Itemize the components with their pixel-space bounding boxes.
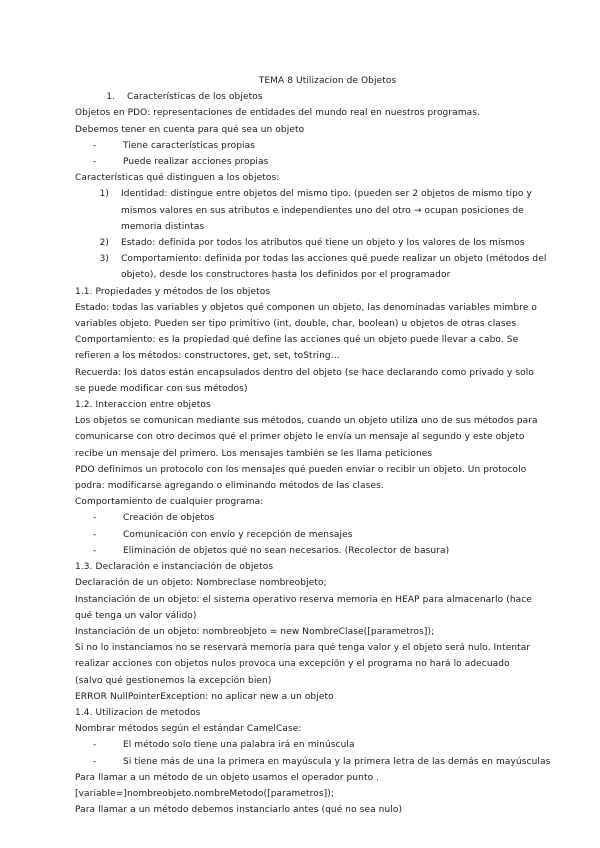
bullet-text: El método solo tiene una palabra irá en minúscula — [123, 740, 355, 751]
page-title: TEMA 8 Utilizacion de Objetos — [258, 76, 397, 86]
bullet-item — [75, 138, 540, 154]
paragraph-line: Comportamiento: es la propiedad qué define las acciones qué un objeto puede llevar a cabo. Se — [75, 335, 519, 346]
paragraph: Debemos tener en cuenta para qué sea un objeto — [75, 124, 305, 135]
item-continuation: objeto), desde los constructores hasta los definidos por el programador — [121, 270, 451, 281]
section-heading-1-1: 1.1. Propiedades y métodos de los objetos — [75, 286, 271, 297]
paragraph-line: Estado: todas las variables y objetos qué componen un objeto, las denominadas variables mimbre o — [75, 302, 538, 313]
section-heading-1-3: 1.3. Declaración e instanciación de objetos — [75, 562, 274, 573]
numbered-item — [75, 251, 547, 267]
bullet-mark: - — [93, 545, 97, 556]
section-text: Características de los objetos — [127, 92, 263, 103]
bullet-item — [75, 754, 551, 770]
item-text: Comportamiento: definida por todas las acciones qué puede realizar un objeto (métodos del — [121, 254, 547, 265]
item-number: 2) — [99, 238, 109, 249]
item-text: Identidad: distingue entre objetos del mismo tipo. (pueden ser 2 objetos de mismo tipo y — [121, 189, 532, 200]
bullet-mark: - — [93, 756, 97, 767]
paragraph-line: Comportamiento de cualquier programa: — [75, 497, 264, 508]
paragraph: Nombrar métodos según el estándar CamelCase: — [75, 724, 302, 735]
bullet-item — [75, 154, 540, 170]
paragraph-line: comunicarse con otro decimos qué el primer objeto le envía un mensaje al segundo y este objeto — [75, 432, 525, 443]
bullet-mark: - — [93, 157, 97, 168]
paragraph-line: Para llamar a un método debemos instanciarlo antes (qué no sea nulo) — [75, 805, 403, 816]
bullet-text: Comunicación con envío y recepción de mensajes — [123, 529, 353, 540]
code-line: [variable=]nombreobjeto.nombreMetodo([parametros]); — [75, 788, 335, 799]
bullet-text: Puede realizar acciones propias — [123, 157, 269, 168]
paragraph: Características qué distinguen a los objetos: — [75, 173, 280, 184]
paragraph-line: ERROR NullPointerException: no aplicar new a un objeto — [75, 691, 334, 702]
item-text: Estado: definida por todos los atributos qué tiene un objeto y los valores de los mismos — [121, 238, 525, 249]
paragraph-line: podra: modificarse agregando o eliminando métodos de las clases. — [75, 481, 384, 492]
paragraph-line: refieren a los métodos: constructores, get, set, toString… — [75, 351, 340, 362]
bullet-text: Si tiene más de una la primera en mayúscula y la primera letra de las demás en mayúsculas — [123, 756, 551, 767]
numbered-item — [75, 235, 540, 251]
bullet-text: Tiene características propias — [123, 140, 256, 151]
section-heading-1-2: 1.2. Interaccion entre objetos — [75, 400, 211, 411]
bullet-item — [75, 543, 540, 559]
paragraph-line: (salvo qué gestionemos la excepción bien) — [75, 675, 272, 686]
numbered-item — [75, 186, 540, 202]
section-heading-1-4: 1.4. Utilizacion de metodos — [75, 707, 201, 718]
paragraph-line: Instanciación de un objeto: el sistema operativo reserva memoria en HEAP para almacenarlo (hace — [75, 594, 532, 605]
item-number: 1) — [99, 189, 109, 200]
paragraph-line: Recuerda: los datos están encapsulados dentro del objeto (se hace declarando como privado y solo — [75, 367, 534, 378]
bullet-item — [75, 737, 540, 753]
paragraph-line: qué tenga un valor válido) — [75, 610, 197, 621]
paragraph-line: Para llamar a un método de un objeto usamos el operador punto . — [75, 772, 380, 783]
section-number: 1. — [106, 92, 115, 103]
section-heading-1 — [75, 89, 540, 105]
paragraph-line: Declaración de un objeto: Nombreclase nombreobjeto; — [75, 578, 327, 589]
bullet-text: Eliminación de objetos qué no sean necesarios. (Recolector de basura) — [123, 545, 450, 556]
bullet-mark: - — [93, 140, 97, 151]
item-continuation: memoria distintas — [121, 221, 205, 232]
bullet-item — [75, 527, 540, 543]
paragraph-line: variables objeto. Pueden ser tipo primitivo (int, double, char, boolean) u objetos de otras clases — [75, 319, 517, 330]
bullet-mark: - — [93, 513, 97, 524]
bullet-mark: - — [93, 740, 97, 751]
paragraph-line: realizar acciones con objetos nulos provoca una excepción y el programa no hará lo adecuado — [75, 659, 510, 670]
paragraph-line: Si no lo instanciamos no se reservará memoria para qué tenga valor y el objeto será nulo. Intentar — [75, 643, 531, 654]
paragraph-line: recibe un mensaje del primero. Los mensajes también se les llama peticiones — [75, 448, 433, 459]
paragraph-line: Los objetos se comunican mediante sus métodos, cuando un objeto utiliza uno de sus métodos para — [75, 416, 538, 427]
item-number: 3) — [99, 254, 109, 265]
item-continuation: mismos valores en sus atributos e independientes uno del otro → ocupan posiciones de — [121, 205, 524, 216]
bullet-mark: - — [93, 529, 97, 540]
bullet-item — [75, 510, 540, 526]
paragraph-line: se puede modificar con sus métodos) — [75, 383, 248, 394]
paragraph-line: PDO definimos un protocolo con los mensajes qué pueden enviar o recibir un objeto. Un protocolo — [75, 464, 527, 475]
paragraph: Objetos en PDO: representaciones de entidades del mundo real en nuestros programas. — [75, 108, 481, 119]
paragraph-line: Instanciación de un objeto: nombreobjeto = new NombreClase([parametros]); — [75, 626, 435, 637]
bullet-text: Creación de objetos — [123, 513, 215, 524]
